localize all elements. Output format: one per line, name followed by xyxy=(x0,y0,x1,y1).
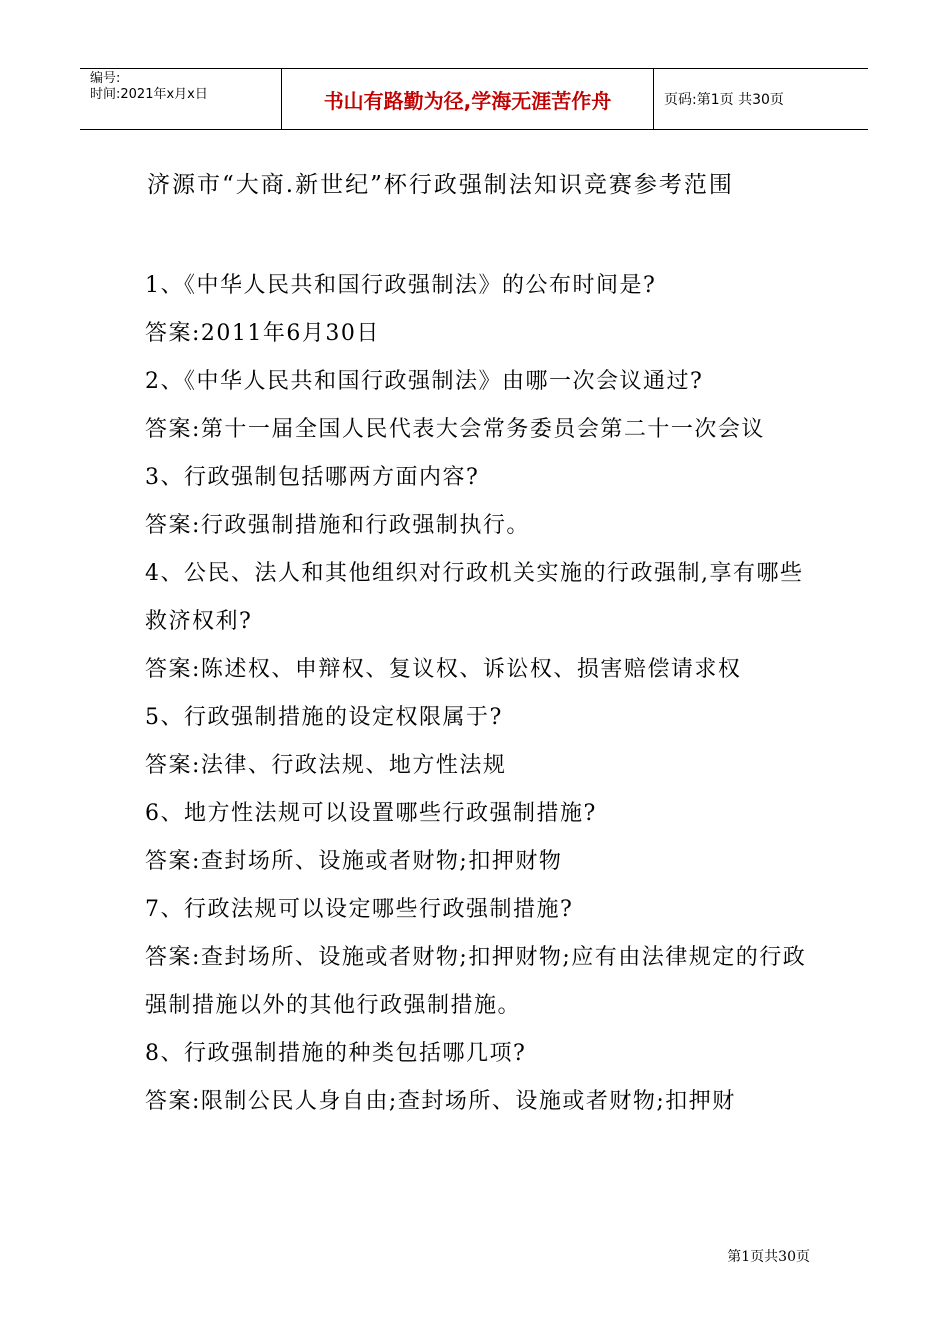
answer-4: 答案:陈述权、申辩权、复议权、诉讼权、损害赔偿请求权 xyxy=(145,657,742,682)
number-label: 编号: xyxy=(90,71,121,86)
time-label: 时间:2021年x月x日 xyxy=(90,87,208,102)
answer-7: 答案:查封场所、设施或者财物;扣押财物;应有由法律规定的行政强制措施以外的其他行政强制措施。 xyxy=(145,945,807,1018)
question-7: 7、行政法规可以设定哪些行政强制措施? xyxy=(145,897,574,922)
header-meta xyxy=(80,69,282,129)
question-6: 6、地方性法规可以设置哪些行政强制措施? xyxy=(145,801,597,826)
answer-1: 答案:2011年6月30日 xyxy=(145,321,380,346)
question-4: 4、公民、法人和其他组织对行政机关实施的行政强制,享有哪些救济权利? xyxy=(145,561,804,634)
question-8: 8、行政强制措施的种类包括哪几项? xyxy=(145,1041,527,1066)
answer-5: 答案:法律、行政法规、地方性法规 xyxy=(145,753,507,778)
question-3: 3、行政强制包括哪两方面内容? xyxy=(145,465,480,490)
header-motto: 书山有路勤为径,学海无涯苦作舟 xyxy=(282,69,654,129)
qa-list xyxy=(145,262,815,1126)
answer-8: 答案:限制公民人身自由;查封场所、设施或者财物;扣押财 xyxy=(145,1089,736,1114)
header-page-info: 页码:第1页 共30页 xyxy=(664,92,784,108)
header-table xyxy=(80,68,868,130)
answer-3: 答案:行政强制措施和行政强制执行。 xyxy=(145,513,530,538)
question-5: 5、行政强制措施的设定权限属于? xyxy=(145,705,503,730)
question-1: 1、《中华人民共和国行政强制法》的公布时间是? xyxy=(145,273,657,298)
page-footer: 第1页共30页 xyxy=(727,1249,810,1265)
answer-2: 答案:第十一届全国人民代表大会常务委员会第二十一次会议 xyxy=(145,417,765,442)
answer-6: 答案:查封场所、设施或者财物;扣押财物 xyxy=(145,849,563,874)
question-2: 2、《中华人民共和国行政强制法》由哪一次会议通过? xyxy=(145,369,704,394)
document-title: 济源市“大商.新世纪”杯行政强制法知识竞赛参考范围 xyxy=(147,172,734,198)
